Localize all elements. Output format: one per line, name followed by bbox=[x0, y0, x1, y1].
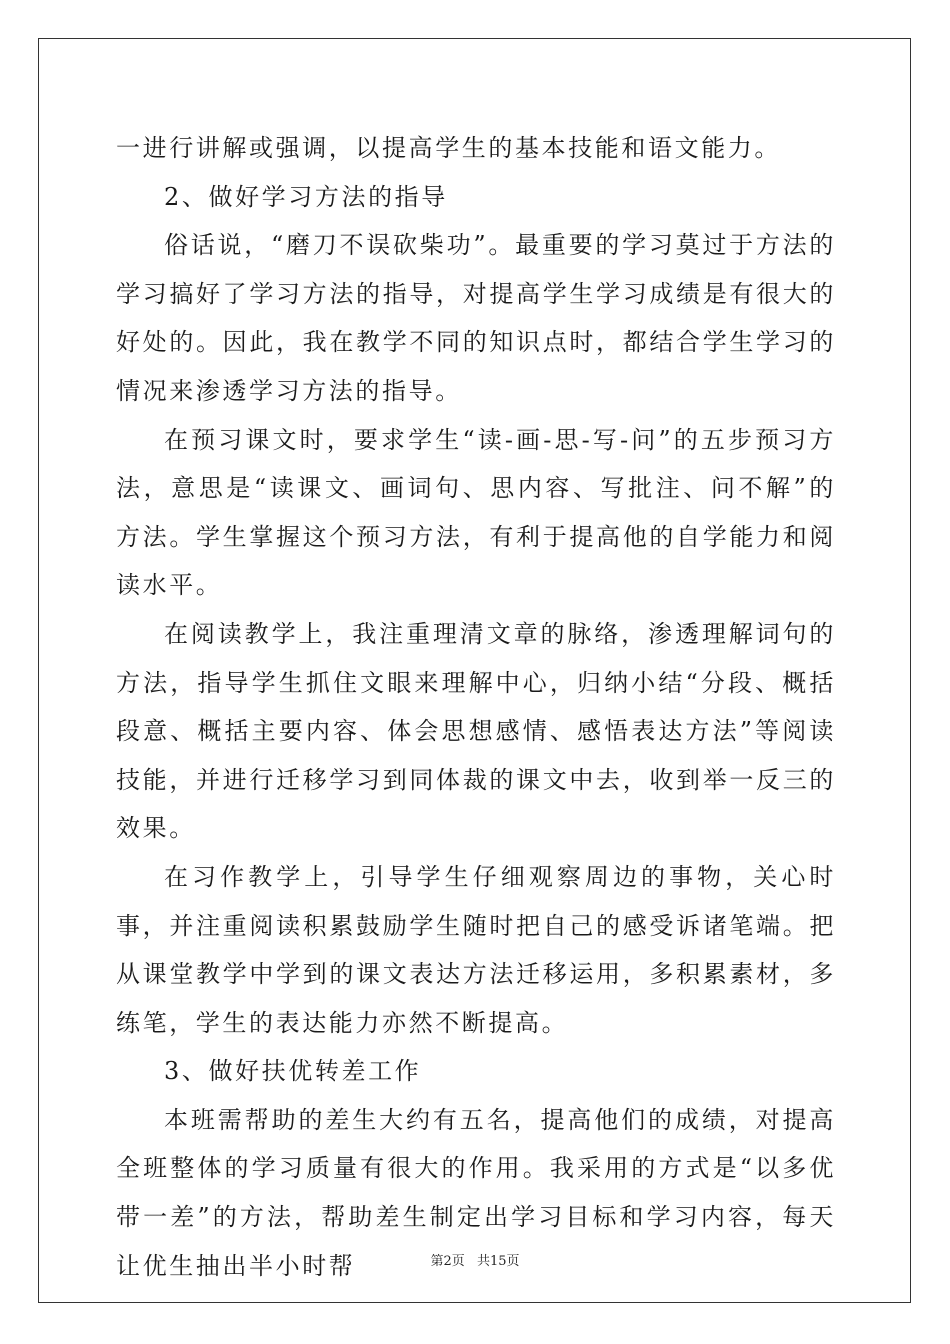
page-footer bbox=[0, 1250, 950, 1269]
paragraph: 在阅读教学上，我注重理清文章的脉络，渗透理解词句的方法，指导学生抓住文眼来理解中心，归纳小结“分段、概括段意、概括主要内容、体会思想感情、感悟表达方法”等阅读技能，并进行迁移学习到同体裁的课文中去，收到举一反三的效果。 bbox=[116, 619, 836, 843]
section-heading: 2、做好学习方法的指导 bbox=[164, 182, 448, 211]
document-body bbox=[116, 124, 836, 1290]
page-total: 共15页 bbox=[476, 1254, 520, 1269]
paragraph: 本班需帮助的差生大约有五名，提高他们的成绩，对提高全班整体的学习质量有很大的作用。我采用的方式是“以多优带一差”的方法，帮助差生制定出学习目标和学习内容，每天让优生抽出半小时帮 bbox=[116, 1105, 836, 1280]
page-number: 第2页 bbox=[430, 1254, 465, 1269]
paragraph: 俗话说，“磨刀不误砍柴功”。最重要的学习莫过于方法的学习搞好了学习方法的指导，对提高学生学习成绩是有很大的好处的。因此，我在教学不同的知识点时，都结合学生学习的情况来渗透学习方法的指导。 bbox=[116, 231, 836, 405]
paragraph: 一进行讲解或强调，以提高学生的基本技能和语文能力。 bbox=[116, 134, 781, 162]
section-heading: 3、做好扶优转差工作 bbox=[164, 1057, 422, 1086]
paragraph: 在习作教学上，引导学生仔细观察周边的事物，关心时事，并注重阅读积累鼓励学生随时把自己的感受诉诸笔端。把从课堂教学中学到的课文表达方法迁移运用，多积累素材，多练笔，学生的表达能力亦然不断提高。 bbox=[116, 862, 836, 1037]
paragraph: 在预习课文时，要求学生“读-画-思-写-问”的五步预习方法，意思是“读课文、画词句、思内容、写批注、问不解”的方法。学生掌握这个预习方法，有利于提高他的自学能力和阅读水平。 bbox=[116, 425, 836, 600]
